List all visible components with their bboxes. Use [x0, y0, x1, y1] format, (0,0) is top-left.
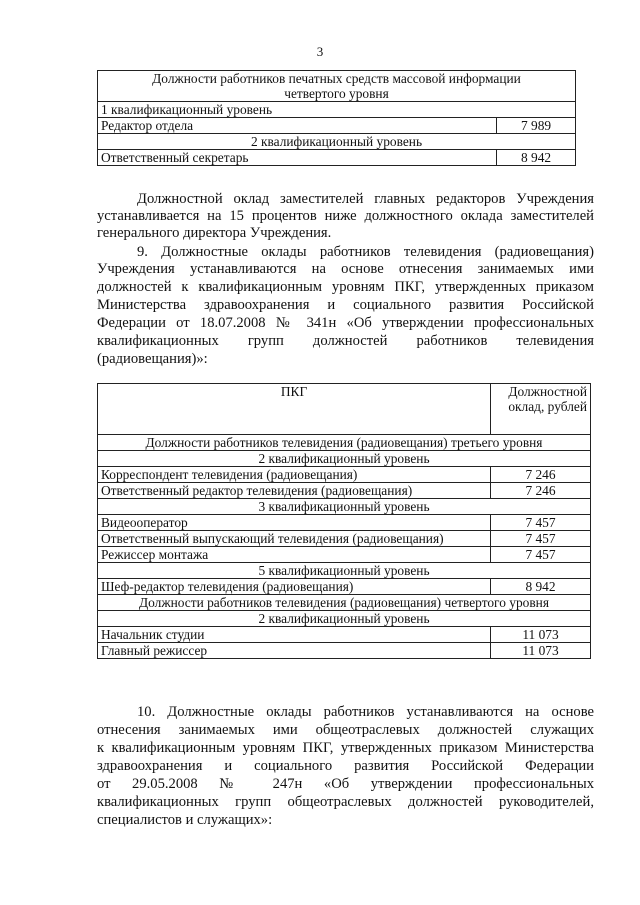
salary-value: 7 457 — [491, 531, 591, 547]
paragraph-9-line5 — [97, 315, 594, 332]
para2-line1: 9. Должностные оклады работников телевидения (радиовещания) — [137, 244, 594, 260]
table-row — [98, 643, 591, 659]
paragraph-9-line1 — [97, 244, 594, 261]
paragraph-deputy-editors-line3 — [97, 225, 594, 242]
level-label: 2 квалификационный уровень — [98, 134, 576, 150]
level-row — [98, 499, 591, 515]
paragraph-deputy-editors-line2 — [97, 208, 594, 225]
position-name: Начальник студии — [98, 627, 491, 643]
position-name: Главный режиссер — [98, 643, 491, 659]
salary-value: 7 246 — [491, 467, 591, 483]
para2-line4: Министерства здравоохранения и социального развития Российской — [97, 297, 594, 313]
group-label: Должности работников телевидения (радиовещания) четвертого уровня — [98, 595, 591, 611]
salary-value: 7 989 — [497, 118, 576, 134]
paragraph-10-line5 — [97, 776, 594, 793]
position-name: Видеооператор — [98, 515, 491, 531]
paragraph-10-line2 — [97, 722, 594, 739]
table2-header-row — [98, 384, 591, 435]
group-label: Должности работников телевидения (радиовещания) третьего уровня — [98, 435, 591, 451]
table-row — [98, 483, 591, 499]
para1-line1: Должностной оклад заместителей главных редакторов Учреждения — [137, 191, 594, 207]
level-label: 2 квалификационный уровень — [98, 451, 591, 467]
table-row — [98, 467, 591, 483]
table-row — [98, 579, 591, 595]
paragraph-10-line7 — [97, 812, 594, 829]
level-row — [98, 563, 591, 579]
salary-value: 11 073 — [491, 643, 591, 659]
paragraph-deputy-editors — [97, 191, 594, 208]
level-label: 2 квалификационный уровень — [98, 611, 591, 627]
position-name: Ответственный выпускающий телевидения (радиовещания) — [98, 531, 491, 547]
paragraph-9-line4 — [97, 297, 594, 314]
table-row — [98, 150, 576, 166]
salary-table-television — [97, 383, 591, 659]
level-row — [98, 134, 576, 150]
para2-line3: должностей к квалификационным уровням ПКГ, утвержденных приказом — [97, 279, 594, 295]
para1-line2: устанавливается на 15 процентов ниже должностного оклада заместителей — [97, 208, 594, 224]
group-row — [98, 435, 591, 451]
table2-col-salary: Должностной оклад, рублей — [491, 384, 591, 435]
table2-col-pkg: ПКГ — [98, 384, 491, 435]
position-name: Шеф-редактор телевидения (радиовещания) — [98, 579, 491, 595]
paragraph-10-line3 — [97, 740, 594, 757]
table1-header: Должности работников печатных средств массовой информации четвертого уровня — [98, 71, 576, 102]
level-row — [98, 451, 591, 467]
salary-value: 7 457 — [491, 547, 591, 563]
paragraph-9-line3 — [97, 279, 594, 296]
table-row — [98, 547, 591, 563]
paragraph-10-line1 — [97, 704, 594, 721]
position-name: Режиссер монтажа — [98, 547, 491, 563]
paragraph-9-line6 — [97, 333, 594, 350]
page-number: 3 — [316, 44, 324, 59]
paragraph-10-line6 — [97, 794, 594, 811]
para3-line3: к квалификационным уровням ПКГ, утвержденных приказом Министерства — [97, 740, 594, 756]
level-row — [98, 102, 576, 118]
table-row — [98, 515, 591, 531]
table1-body — [98, 71, 576, 166]
table1-header-row — [98, 71, 576, 102]
position-name: Ответственный редактор телевидения (радиовещания) — [98, 483, 491, 499]
group-row — [98, 595, 591, 611]
level-label: 3 квалификационный уровень — [98, 499, 591, 515]
salary-table-print-media — [97, 70, 576, 166]
para3-line7: специалистов и служащих»: — [97, 812, 273, 828]
table-row — [98, 531, 591, 547]
para3-line1: 10. Должностные оклады работников устанавливаются на основе — [137, 704, 594, 720]
level-row — [98, 611, 591, 627]
paragraph-10-line4 — [97, 758, 594, 775]
salary-value: 7 246 — [491, 483, 591, 499]
salary-value: 11 073 — [491, 627, 591, 643]
para1-line3: генерального директора Учреждения. — [97, 225, 332, 241]
para3-line6: квалификационных групп общеотраслевых должностей руководителей, — [97, 794, 594, 810]
para3-line2: отнесения занимаемых ими общеотраслевых должностей служащих — [97, 722, 594, 738]
position-name: Редактор отдела — [98, 118, 497, 134]
salary-value: 8 942 — [491, 579, 591, 595]
para2-line7: (радиовещания)»: — [97, 351, 208, 367]
position-name: Корреспондент телевидения (радиовещания) — [98, 467, 491, 483]
salary-value: 7 457 — [491, 515, 591, 531]
level-label: 5 квалификационный уровень — [98, 563, 591, 579]
paragraph-9-line2 — [97, 261, 594, 278]
position-name: Ответственный секретарь — [98, 150, 497, 166]
para2-line5: Федерации от 18.07.2008 № 341н «Об утверждении профессиональных — [97, 315, 594, 331]
salary-value: 8 942 — [497, 150, 576, 166]
table-row — [98, 118, 576, 134]
table-row — [98, 627, 591, 643]
paragraph-9-line7 — [97, 351, 594, 368]
para3-line5: от 29.05.2008 № 247н «Об утверждении профессиональных — [97, 776, 594, 792]
para2-line6: квалификационных групп должностей работников телевидения — [97, 333, 594, 349]
level-label: 1 квалификационный уровень — [98, 102, 576, 118]
table2-body — [98, 384, 591, 659]
para3-line4: здравоохранения и социального развития Российской Федерации — [97, 758, 594, 774]
para2-line2: Учреждения устанавливаются на основе отнесения занимаемых ими — [97, 261, 594, 277]
